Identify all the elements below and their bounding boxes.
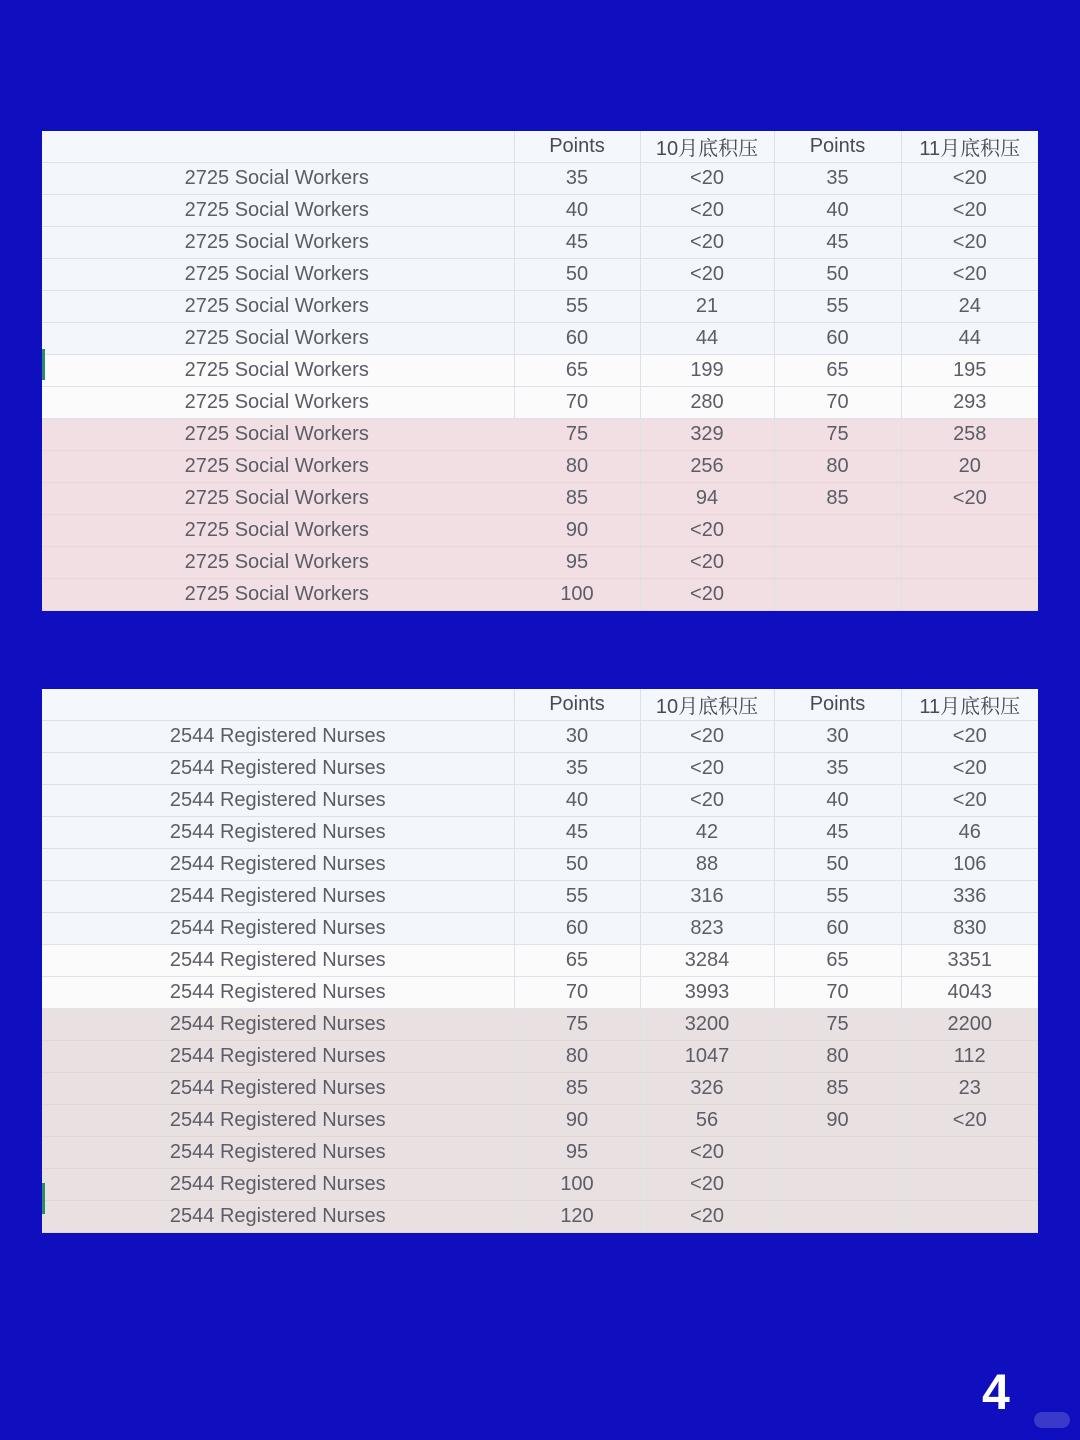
backlog-oct-cell: 3200 <box>640 1009 774 1041</box>
table-row <box>42 1137 1038 1169</box>
table-row <box>42 1201 1038 1233</box>
points-nov-cell: 80 <box>774 1041 901 1073</box>
points-nov-cell: 60 <box>774 323 901 355</box>
table-row <box>42 515 1038 547</box>
points-nov-cell: 80 <box>774 451 901 483</box>
points-nov-cell: 65 <box>774 355 901 387</box>
points-oct-cell: 55 <box>514 881 640 913</box>
backlog-nov-cell: 2200 <box>901 1009 1038 1041</box>
points-oct-cell: 85 <box>514 483 640 515</box>
header-backlog-oct: 10月底积压 <box>640 131 774 163</box>
points-oct-cell: 30 <box>514 721 640 753</box>
points-oct-cell: 70 <box>514 387 640 419</box>
occupation-cell: 2725 Social Workers <box>42 323 514 355</box>
points-nov-cell: 55 <box>774 291 901 323</box>
header-points-oct: Points <box>514 131 640 163</box>
points-oct-cell: 75 <box>514 419 640 451</box>
occupation-cell: 2544 Registered Nurses <box>42 1105 514 1137</box>
points-nov-cell: 40 <box>774 195 901 227</box>
backlog-oct-cell: <20 <box>640 259 774 291</box>
backlog-oct-cell: 326 <box>640 1073 774 1105</box>
occupation-cell: 2544 Registered Nurses <box>42 977 514 1009</box>
backlog-nov-cell: 112 <box>901 1041 1038 1073</box>
backlog-oct-cell: <20 <box>640 753 774 785</box>
points-oct-cell: 60 <box>514 323 640 355</box>
backlog-nov-cell: 24 <box>901 291 1038 323</box>
points-nov-cell <box>774 515 901 547</box>
header-points-oct: Points <box>514 689 640 721</box>
points-oct-cell: 120 <box>514 1201 640 1233</box>
points-nov-cell: 75 <box>774 1009 901 1041</box>
occupation-cell: 2544 Registered Nurses <box>42 1169 514 1201</box>
points-oct-cell: 60 <box>514 913 640 945</box>
occupation-cell: 2725 Social Workers <box>42 195 514 227</box>
table-row <box>42 483 1038 515</box>
backlog-oct-cell: 88 <box>640 849 774 881</box>
occupation-cell: 2544 Registered Nurses <box>42 1041 514 1073</box>
backlog-oct-cell: 1047 <box>640 1041 774 1073</box>
table-row <box>42 195 1038 227</box>
table-row <box>42 579 1038 611</box>
social-workers-grid <box>42 131 1038 611</box>
backlog-nov-cell: 44 <box>901 323 1038 355</box>
registered-nurses-table <box>42 689 1038 1227</box>
points-oct-cell: 55 <box>514 291 640 323</box>
header-backlog-oct: 10月底积压 <box>640 689 774 721</box>
backlog-nov-cell: 4043 <box>901 977 1038 1009</box>
table-row <box>42 817 1038 849</box>
backlog-oct-cell: 199 <box>640 355 774 387</box>
backlog-oct-cell: <20 <box>640 195 774 227</box>
table-row <box>42 1169 1038 1201</box>
backlog-oct-cell: <20 <box>640 721 774 753</box>
table-row <box>42 945 1038 977</box>
backlog-oct-cell: 316 <box>640 881 774 913</box>
points-nov-cell: 75 <box>774 419 901 451</box>
points-oct-cell: 40 <box>514 785 640 817</box>
table-row <box>42 387 1038 419</box>
table-row <box>42 163 1038 195</box>
backlog-nov-cell: 106 <box>901 849 1038 881</box>
points-oct-cell: 50 <box>514 259 640 291</box>
occupation-cell: 2544 Registered Nurses <box>42 881 514 913</box>
backlog-oct-cell: 3284 <box>640 945 774 977</box>
points-nov-cell: 40 <box>774 785 901 817</box>
backlog-oct-cell: 44 <box>640 323 774 355</box>
backlog-nov-cell: 830 <box>901 913 1038 945</box>
header-backlog-nov: 11月底积压 <box>901 131 1038 163</box>
points-oct-cell: 65 <box>514 355 640 387</box>
table-row <box>42 451 1038 483</box>
backlog-oct-cell: <20 <box>640 1201 774 1233</box>
table-row <box>42 977 1038 1009</box>
table-row <box>42 753 1038 785</box>
backlog-oct-cell: 329 <box>640 419 774 451</box>
backlog-nov-cell <box>901 1169 1038 1201</box>
points-nov-cell: 60 <box>774 913 901 945</box>
occupation-cell: 2544 Registered Nurses <box>42 1137 514 1169</box>
page-number: 4 <box>982 1364 1010 1420</box>
points-oct-cell: 100 <box>514 579 640 611</box>
table-row <box>42 785 1038 817</box>
table-row <box>42 913 1038 945</box>
backlog-nov-cell: 195 <box>901 355 1038 387</box>
occupation-cell: 2725 Social Workers <box>42 515 514 547</box>
backlog-nov-cell: 20 <box>901 451 1038 483</box>
points-oct-cell: 35 <box>514 753 640 785</box>
points-oct-cell: 45 <box>514 227 640 259</box>
backlog-oct-cell: 56 <box>640 1105 774 1137</box>
backlog-nov-cell: 293 <box>901 387 1038 419</box>
header-label <box>42 131 514 163</box>
backlog-oct-cell: <20 <box>640 515 774 547</box>
backlog-nov-cell: 46 <box>901 817 1038 849</box>
points-oct-cell: 50 <box>514 849 640 881</box>
backlog-nov-cell <box>901 515 1038 547</box>
table-row <box>42 547 1038 579</box>
table-row <box>42 291 1038 323</box>
points-oct-cell: 75 <box>514 1009 640 1041</box>
points-oct-cell: 95 <box>514 547 640 579</box>
row-marker <box>42 1183 45 1214</box>
backlog-nov-cell <box>901 547 1038 579</box>
table-row <box>42 259 1038 291</box>
occupation-cell: 2725 Social Workers <box>42 483 514 515</box>
backlog-nov-cell: <20 <box>901 259 1038 291</box>
backlog-oct-cell: <20 <box>640 1137 774 1169</box>
backlog-oct-cell: <20 <box>640 163 774 195</box>
header-points-nov: Points <box>774 131 901 163</box>
points-nov-cell <box>774 1201 901 1233</box>
backlog-nov-cell: 258 <box>901 419 1038 451</box>
backlog-oct-cell: <20 <box>640 579 774 611</box>
points-oct-cell: 45 <box>514 817 640 849</box>
backlog-nov-cell <box>901 1137 1038 1169</box>
backlog-nov-cell: <20 <box>901 195 1038 227</box>
points-oct-cell: 90 <box>514 515 640 547</box>
occupation-cell: 2544 Registered Nurses <box>42 849 514 881</box>
registered-nurses-grid <box>42 689 1038 1233</box>
points-nov-cell: 70 <box>774 387 901 419</box>
table-row <box>42 355 1038 387</box>
occupation-cell: 2544 Registered Nurses <box>42 913 514 945</box>
social-workers-table <box>42 131 1038 605</box>
points-oct-cell: 40 <box>514 195 640 227</box>
table-row <box>42 227 1038 259</box>
backlog-oct-cell: <20 <box>640 1169 774 1201</box>
points-nov-cell: 85 <box>774 483 901 515</box>
backlog-nov-cell: 23 <box>901 1073 1038 1105</box>
table-row <box>42 323 1038 355</box>
occupation-cell: 2544 Registered Nurses <box>42 1073 514 1105</box>
points-oct-cell: 80 <box>514 451 640 483</box>
backlog-nov-cell: <20 <box>901 227 1038 259</box>
backlog-oct-cell: 42 <box>640 817 774 849</box>
table-row <box>42 1041 1038 1073</box>
points-nov-cell <box>774 1137 901 1169</box>
backlog-nov-cell: 3351 <box>901 945 1038 977</box>
points-oct-cell: 35 <box>514 163 640 195</box>
points-nov-cell: 85 <box>774 1073 901 1105</box>
header-row <box>42 131 1038 163</box>
occupation-cell: 2725 Social Workers <box>42 547 514 579</box>
points-oct-cell: 80 <box>514 1041 640 1073</box>
backlog-nov-cell: <20 <box>901 1105 1038 1137</box>
points-oct-cell: 90 <box>514 1105 640 1137</box>
points-nov-cell: 70 <box>774 977 901 1009</box>
points-nov-cell: 55 <box>774 881 901 913</box>
header-label <box>42 689 514 721</box>
backlog-oct-cell: 3993 <box>640 977 774 1009</box>
occupation-cell: 2725 Social Workers <box>42 451 514 483</box>
points-oct-cell: 65 <box>514 945 640 977</box>
table-row <box>42 1105 1038 1137</box>
backlog-nov-cell <box>901 1201 1038 1233</box>
points-nov-cell <box>774 547 901 579</box>
points-oct-cell: 100 <box>514 1169 640 1201</box>
backlog-oct-cell: <20 <box>640 547 774 579</box>
table-row <box>42 419 1038 451</box>
occupation-cell: 2544 Registered Nurses <box>42 945 514 977</box>
table-row <box>42 1009 1038 1041</box>
occupation-cell: 2544 Registered Nurses <box>42 785 514 817</box>
watermark-logo <box>1034 1412 1070 1428</box>
table-row <box>42 1073 1038 1105</box>
backlog-nov-cell: <20 <box>901 163 1038 195</box>
occupation-cell: 2725 Social Workers <box>42 163 514 195</box>
occupation-cell: 2725 Social Workers <box>42 355 514 387</box>
backlog-nov-cell <box>901 579 1038 611</box>
table-row <box>42 849 1038 881</box>
backlog-nov-cell: <20 <box>901 785 1038 817</box>
backlog-oct-cell: 256 <box>640 451 774 483</box>
table-row <box>42 721 1038 753</box>
points-nov-cell: 35 <box>774 163 901 195</box>
points-nov-cell: 50 <box>774 849 901 881</box>
occupation-cell: 2544 Registered Nurses <box>42 1009 514 1041</box>
occupation-cell: 2725 Social Workers <box>42 227 514 259</box>
points-nov-cell: 65 <box>774 945 901 977</box>
points-nov-cell: 45 <box>774 817 901 849</box>
occupation-cell: 2725 Social Workers <box>42 259 514 291</box>
backlog-nov-cell: <20 <box>901 753 1038 785</box>
points-nov-cell <box>774 579 901 611</box>
occupation-cell: 2544 Registered Nurses <box>42 721 514 753</box>
backlog-oct-cell: <20 <box>640 227 774 259</box>
points-nov-cell: 35 <box>774 753 901 785</box>
header-backlog-nov: 11月底积压 <box>901 689 1038 721</box>
header-row <box>42 689 1038 721</box>
points-nov-cell: 90 <box>774 1105 901 1137</box>
occupation-cell: 2725 Social Workers <box>42 419 514 451</box>
points-nov-cell <box>774 1169 901 1201</box>
points-nov-cell: 50 <box>774 259 901 291</box>
backlog-oct-cell: 21 <box>640 291 774 323</box>
points-oct-cell: 85 <box>514 1073 640 1105</box>
occupation-cell: 2725 Social Workers <box>42 291 514 323</box>
backlog-nov-cell: 336 <box>901 881 1038 913</box>
backlog-oct-cell: <20 <box>640 785 774 817</box>
points-oct-cell: 95 <box>514 1137 640 1169</box>
backlog-oct-cell: 94 <box>640 483 774 515</box>
row-marker <box>42 349 45 380</box>
backlog-oct-cell: 280 <box>640 387 774 419</box>
points-nov-cell: 45 <box>774 227 901 259</box>
occupation-cell: 2544 Registered Nurses <box>42 817 514 849</box>
points-oct-cell: 70 <box>514 977 640 1009</box>
table-row <box>42 881 1038 913</box>
occupation-cell: 2544 Registered Nurses <box>42 753 514 785</box>
backlog-oct-cell: 823 <box>640 913 774 945</box>
header-points-nov: Points <box>774 689 901 721</box>
occupation-cell: 2725 Social Workers <box>42 579 514 611</box>
occupation-cell: 2725 Social Workers <box>42 387 514 419</box>
backlog-nov-cell: <20 <box>901 483 1038 515</box>
backlog-nov-cell: <20 <box>901 721 1038 753</box>
points-nov-cell: 30 <box>774 721 901 753</box>
occupation-cell: 2544 Registered Nurses <box>42 1201 514 1233</box>
